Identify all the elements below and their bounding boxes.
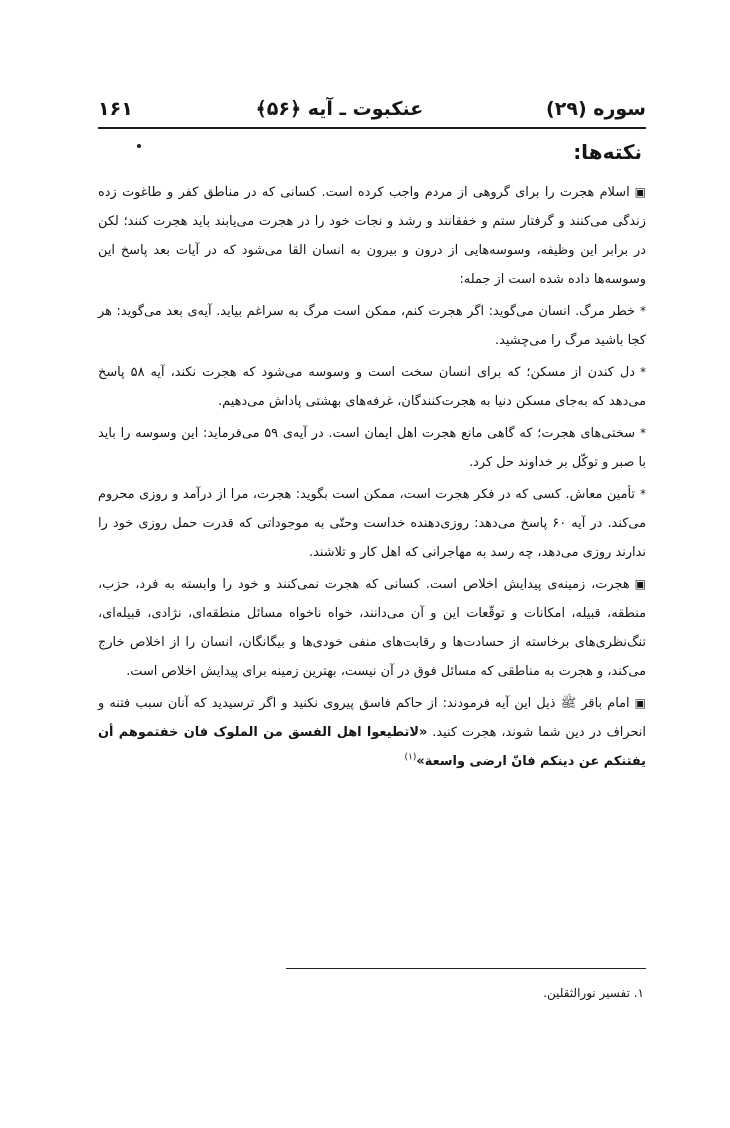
header-title: عنکبوت ـ آیه ﴿۵۶﴾ <box>255 98 424 120</box>
paragraph-text: سختی‌های هجرت؛ که گاهی مانع هجرت اهل ایمان است. در آیه‌ی ۵۹ می‌فرماید: این وسوسه را باید با صبر و توکّل بر خداوند حل کرد. <box>98 426 646 470</box>
header-surah: سوره (۲۹) <box>546 98 646 120</box>
asterisk-bullet-icon: * <box>640 426 646 440</box>
paragraph <box>98 689 646 776</box>
paragraph-text: تأمین معاش. کسی که در فکر هجرت است، ممکن است بگوید: هجرت، مرا از درآمد و روزی محروم می‌کند. در آیه ۶۰ پاسخ می‌دهد: روزی‌دهنده خداست وحتّی به موجوداتی که قدرت حمل روزی خود را ندارند روزی می‌دهد، چه رسد به مهاجرانی که اهل کار و تلاشند. <box>98 487 646 560</box>
paragraph <box>98 297 646 355</box>
body-text <box>98 178 646 779</box>
paragraph <box>98 178 646 294</box>
running-header <box>98 94 646 124</box>
header-rule <box>98 127 646 129</box>
paragraph-text: اسلام هجرت را برای گروهی از مردم واجب کرده است. کسانی که در مناطق کفر و طاغوت زده زندگی می‌کنند و گرفتار ستم و خفقانند و رشد و نجات خود را در هجرت می‌یابند باید هجرت کنند؛ لکن در برابر این وظیفه، وسوسه‌هایی از درون و بیرون به انسان القا می‌شود که در آیات بعد پاسخ این وسوسه‌ها داده شده است از جمله: <box>98 185 646 287</box>
square-bullet-icon: ▣ <box>634 696 646 710</box>
square-bullet-icon: ▣ <box>634 577 646 591</box>
paragraph-text: دل کندن از مسکن؛ که برای انسان سخت است و وسوسه می‌شود که هجرت نکند، آیه ۵۸ پاسخ می‌دهد که به‌جای مسکن دنیا به هجرت‌کنندگان، غرفه‌های بهشتی پاداش می‌دهیم. <box>98 365 646 409</box>
paragraph-text: خطر مرگ. انسان می‌گوید: اگر هجرت کنم، ممکن است مرگ به سراغم بیاید. آیه‌ی بعد می‌گوید: هر کجا باشید مرگ را می‌چشید. <box>98 304 646 348</box>
paragraph <box>98 358 646 416</box>
page-number: ۱۶۱ <box>98 98 133 120</box>
asterisk-bullet-icon: * <box>640 365 646 379</box>
paragraph <box>98 480 646 567</box>
print-speck <box>137 144 141 148</box>
section-title: نکته‌ها: <box>573 140 642 164</box>
footnote-reference[interactable]: (۱) <box>404 752 417 763</box>
arabic-quote: «لاتطیعوا اهل الفسق من الملوک فان خفتموهم أن یفتنکم عن دینکم فانّ ارضی واسعة» <box>98 725 646 769</box>
paragraph <box>98 570 646 686</box>
asterisk-bullet-icon: * <box>640 487 646 501</box>
paragraph-text: امام باقر ﷺ ذیل این آیه فرمودند: از حاکم فاسق پیروی نکنید و اگر ترسیدید که آنان سبب فتنه و انحراف در دین شما شوند، هجرت کنید. <box>98 696 646 740</box>
footnote: ۱. تفسیر نورالثقلین. <box>543 986 644 1000</box>
square-bullet-icon: ▣ <box>634 185 646 199</box>
paragraph <box>98 419 646 477</box>
paragraph-text: هجرت، زمینه‌ی پیدایش اخلاص است. کسانی که هجرت نمی‌کنند و خود را وابسته به فرد، حزب، منطقه، قبیله، امکانات و توقّعات این و آن می‌دانند، خواه ناخواه مسائل منطقه‌ای، نژادی، قبیله‌ای، تنگ‌نظری‌های برخاسته از حسادت‌ها و رقابت‌های منفی خودی‌ها و بیگانگان، انسان را از اخلاص خارج می‌کند، و هجرت به مناطقی که مسائل فوق در آن نیست، بهترین زمینه برای پیدایش اخلاص است. <box>98 577 646 679</box>
footnote-rule <box>286 968 646 969</box>
asterisk-bullet-icon: * <box>640 304 646 318</box>
